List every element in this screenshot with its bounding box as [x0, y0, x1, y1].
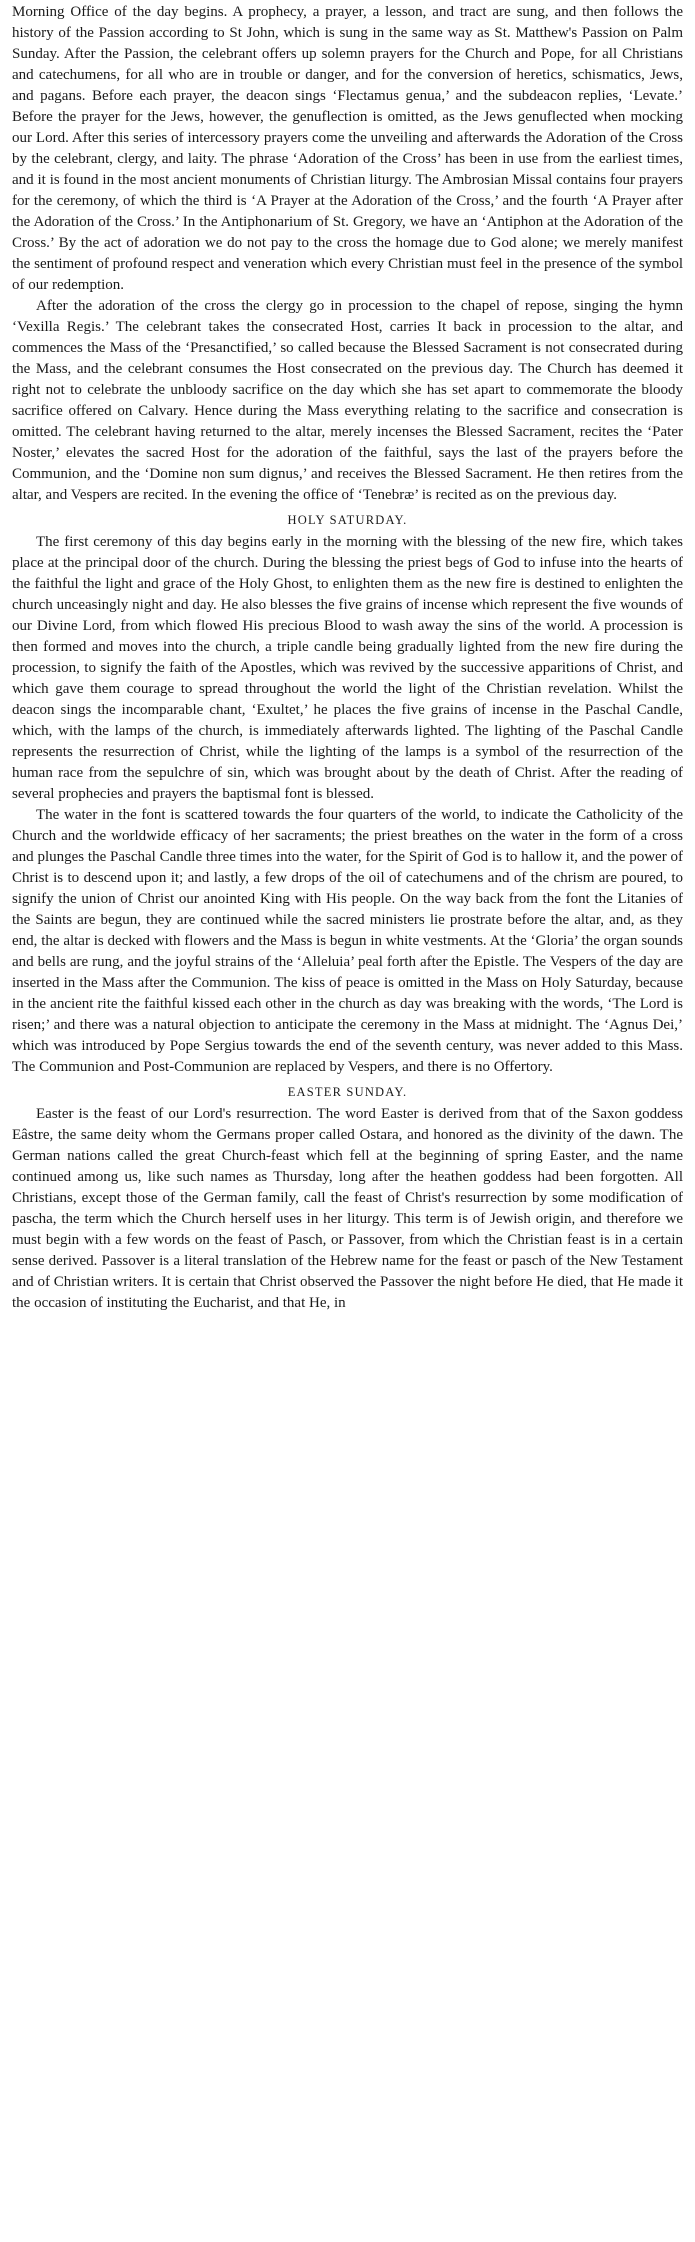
- paragraph: Easter is the feast of our Lord's resurrection. The word Easter is derived from that of the Saxon goddess Eâstre, the same deity whom the Germans proper called Ostara, and honored as the divinity of the dawn. The German nations called the great Church-feast which fell at the beginning of spring Easter, and the name continued among us, like such names as Thursday, long after the heathen goddess had been forgotten. All Christians, except those of the German family, call the feast of Christ's resurrection by some modification of pascha, the term which the Church herself uses in her liturgy. This term is of Jewish origin, and therefore we must begin with a few words on the feast of Pasch, or Passover, from which the Christian feast is in a certain sense derived. Passover is a literal translation of the Hebrew name for the feast or pasch of the New Testament and of Christian writers. It is certain that Christ observed the Passover the night before He died, that He made it the occasion of instituting the Eucharist, and that He, in: [12, 1106, 683, 1311]
- section-good-friday-continued: [12, 2, 683, 506]
- paragraph: After the adoration of the cross the clergy go in procession to the chapel of repose, singing the hymn ‘Vexilla Regis.’ The celebrant takes the consecrated Host, carries It back in procession to the altar, and commences the Mass of the ‘Presanctified,’ so called because the Blessed Sacrament is not consecrated during the Mass, and the celebrant consumes the Host consecrated on the previous day. The Church has deemed it right not to celebrate the unbloody sacrifice on the day which she has set apart to commemorate the bloody sacrifice offered on Calvary. Hence during the Mass everything relating to the sacrifice and consecration is omitted. The celebrant having returned to the altar, merely incenses the Blessed Sacrament, recites the ‘Pater Noster,’ elevates the sacred Host for the adoration of the faithful, says the last of the prayers before the Communion, and the ‘Domine non sum dignus,’ and receives the Blessed Sacrament. He then retires from the altar, and Vespers are recited. In the evening the office of ‘Tenebræ’ is recited as on the previous day.: [12, 298, 683, 503]
- paragraph: The first ceremony of this day begins early in the morning with the blessing of the new fire, which takes place at the principal door of the church. During the blessing the priest begs of God to infuse into the hearts of the faithful the light and grace of the Holy Ghost, to enlighten them as the new fire is destined to enlighten the church unceasingly night and day. He also blesses the five grains of incense which represent the five wounds of our Divine Lord, from which flowed His precious Blood to wash away the sins of the world. A procession is then formed and moves into the church, a triple candle being gradually lighted from the new fire during the procession, to signify the faith of the Apostles, which was revived by the successive apparitions of Christ, and which gave them courage to spread throughout the world the light of the Christian revelation. Whilst the deacon sings the incomparable chant, ‘Exultet,’ he places the five grains of incense in the Paschal Candle, which, with the lamps of the church, is immediately afterwards lighted. The lighting of the Paschal Candle represents the resurrection of Christ, while the lighting of the lamps is a symbol of the resurrection of the human race from the sepulchre of sin, which was brought about by the death of Christ. After the reading of several prophecies and prayers the baptismal font is blessed.: [12, 534, 683, 802]
- section-heading: EASTER SUNDAY.: [287, 1085, 408, 1099]
- section-heading: HOLY SATURDAY.: [287, 513, 408, 527]
- paragraph: The water in the font is scattered towards the four quarters of the world, to indicate the Catholicity of the Church and the worldwide efficacy of her sacraments; the priest breathes on the water in the form of a cross and plunges the Paschal Candle three times into the water, for the Spirit of God is to hallow it, and the power of Christ is to descend upon it; and lastly, a few drops of the oil of catechumens and of the chrism are poured, to signify the union of Christ our anointed King with His people. On the way back from the font the Litanies of the Saints are begun, they are continued while the sacred ministers lie prostrate before the altar, and, as they end, the altar is decked with flowers and the Mass is begun in white vestments. At the ‘Gloria’ the organ sounds and bells are rung, and the joyful strains of the ‘Alleluia’ peal forth after the Epistle. The Vespers of the day are inserted in the Mass after the Communion. The kiss of peace is omitted in the Mass on Holy Saturday, because in the ancient rite the faithful kissed each other in the church as day was breaking with the words, ‘The Lord is risen;’ and there was a natural objection to anticipate the ceremony in the Mass at midnight. The ‘Agnus Dei,’ which was introduced by Pope Sergius towards the end of the seventh century, was never added to this Mass. The Communion and Post-Communion are replaced by Vespers, and there is no Offertory.: [12, 807, 683, 1075]
- section-easter-sunday: [12, 1083, 683, 1314]
- section-holy-saturday: [12, 511, 683, 1078]
- paragraph: Morning Office of the day begins. A prophecy, a prayer, a lesson, and tract are sung, and then follows the history of the Passion according to St John, which is sung in the same way as St. Matthew's Passion on Palm Sunday. After the Passion, the celebrant offers up solemn prayers for the Church and Pope, for all Christians and catechumens, for all who are in trouble or danger, and for the conversion of heretics, schismatics, Jews, and pagans. Before each prayer, the deacon sings ‘Flectamus genua,’ and the subdeacon replies, ‘Levate.’ Before the prayer for the Jews, however, the genuflection is omitted, as the Jews genuflected when mocking our Lord. After this series of intercessory prayers come the unveiling and afterwards the Adoration of the Cross by the celebrant, clergy, and laity. The phrase ‘Adoration of the Cross’ has been in use from the earliest times, and it is found in the most ancient monuments of Christian liturgy. The Ambrosian Missal contains four prayers for the ceremony, of which the third is ‘A Prayer at the Adoration of the Cross,’ and the fourth ‘A Prayer after the Adoration of the Cross.’ In the Antiphonarium of St. Gregory, we have an ‘Antiphon at the Adoration of the Cross.’ By the act of adoration we do not pay to the cross the homage due to God alone; we merely manifest the sentiment of profound respect and veneration which every Christian must feel in the presence of the symbol of our redemption.: [12, 4, 683, 293]
